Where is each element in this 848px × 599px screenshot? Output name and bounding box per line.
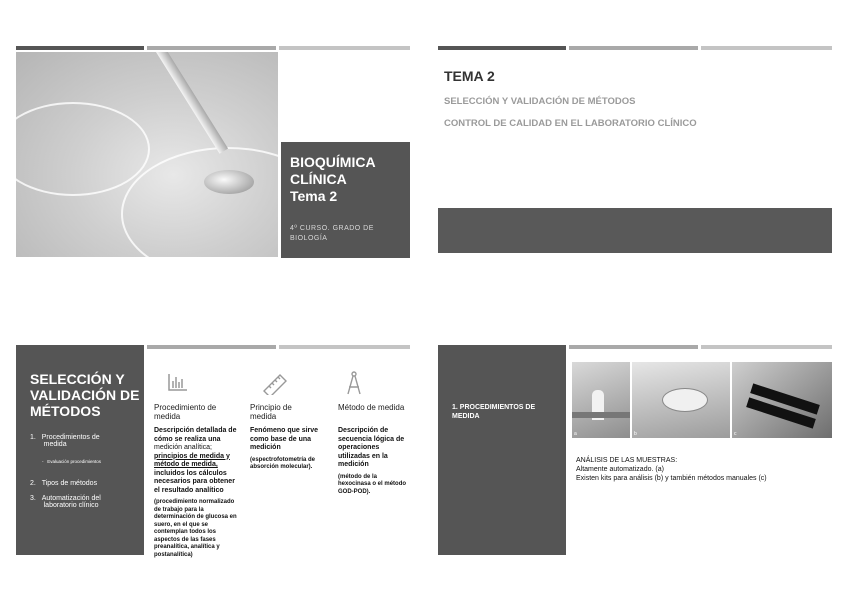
analysis-title: ANÁLISIS DE LAS MUESTRAS: — [576, 457, 678, 464]
column-title: Procedimiento de medida — [154, 403, 217, 421]
column-description: Fenómeno que sirve como base de una medición — [250, 427, 319, 451]
bar-chart-icon — [168, 373, 188, 391]
course-line: 4º CURSO. GRADO DE — [290, 225, 374, 232]
list-item: 3. Automatización del laboratorio clínico — [30, 495, 101, 509]
slide-procedimientos — [438, 345, 832, 555]
slide-seleccion — [16, 345, 410, 558]
lab-photo — [16, 52, 278, 257]
section-sidebar — [16, 349, 144, 555]
photo-manual-method — [732, 362, 832, 438]
list-item: 1. Procedimientos de medida — [30, 434, 100, 448]
subtitle-line: CONTROL DE CALIDAD EN EL LABORATORIO CLÍNICO — [444, 118, 697, 129]
column-title: Principio de medida — [250, 403, 292, 421]
pipette-image — [156, 52, 228, 154]
column-principio — [250, 403, 336, 472]
photo-analysis-kit — [632, 362, 730, 438]
droplet-image — [204, 170, 254, 194]
list-item: 2. Tipos de métodos — [30, 480, 98, 487]
footer-band — [438, 208, 832, 253]
column-example: (método de la hexocinasa o el método GOD-POD). — [338, 473, 407, 495]
ruler-icon — [262, 373, 288, 395]
section-heading — [30, 371, 139, 419]
title-line: Tema 2 — [290, 188, 338, 204]
course-line: BIOLOGÍA — [290, 235, 328, 242]
section-heading: 1. PROCEDIMIENTOS DE MEDIDA — [452, 404, 536, 420]
heading-line: SELECCIÓN Y — [30, 371, 125, 387]
list-subitem: - Evaluación procedimientos — [42, 459, 102, 464]
section-sidebar — [438, 349, 566, 555]
column-metodo — [338, 403, 410, 496]
course-text — [290, 224, 374, 244]
subtitle-line: SELECCIÓN Y VALIDACIÓN DE MÉTODOS — [444, 96, 636, 107]
analysis-line: Existen kits para análisis (b) y también métodos manuales (c) — [576, 475, 767, 482]
header-bars — [438, 46, 832, 50]
column-description: Descripción detallada de cómo se realiza una medición analítica; principios de medida y método de medida, incluidos los cálculos necesarios para obtener el resultado analítico — [154, 427, 237, 494]
header-bars — [16, 46, 410, 50]
photo-label: b — [634, 431, 637, 437]
slide-title — [16, 46, 410, 256]
analysis-text — [576, 456, 767, 483]
photo-automated-lab — [572, 362, 630, 438]
title-box — [281, 142, 410, 258]
photo-label: c — [734, 431, 737, 437]
compass-icon — [346, 371, 362, 395]
column-example: (espectrofotometría de absorción molecular). — [250, 456, 316, 470]
slide-title-text — [290, 154, 376, 205]
column-description: Descripción de secuencia lógica de operaciones utilizadas en la medición — [338, 427, 405, 468]
title-line: CLÍNICA — [290, 171, 347, 187]
slide-tema — [438, 46, 832, 256]
heading-line: VALIDACIÓN DE — [30, 387, 140, 403]
analysis-line: Altamente automatizado. (a) — [576, 466, 664, 473]
title-line: BIOQUÍMICA — [290, 154, 376, 170]
heading-line: MÉTODOS — [30, 403, 101, 419]
photo-label: a — [574, 431, 577, 437]
column-example: (procedimiento normalizado de trabajo para la determinación de glucosa en suero, en el que se contemplan todos los aspectos de las fases preanalítica, analítica y postanalítica) — [154, 499, 237, 558]
column-title: Método de medida — [338, 403, 405, 412]
column-procedimiento — [154, 403, 246, 559]
tema-title: TEMA 2 — [444, 68, 495, 84]
